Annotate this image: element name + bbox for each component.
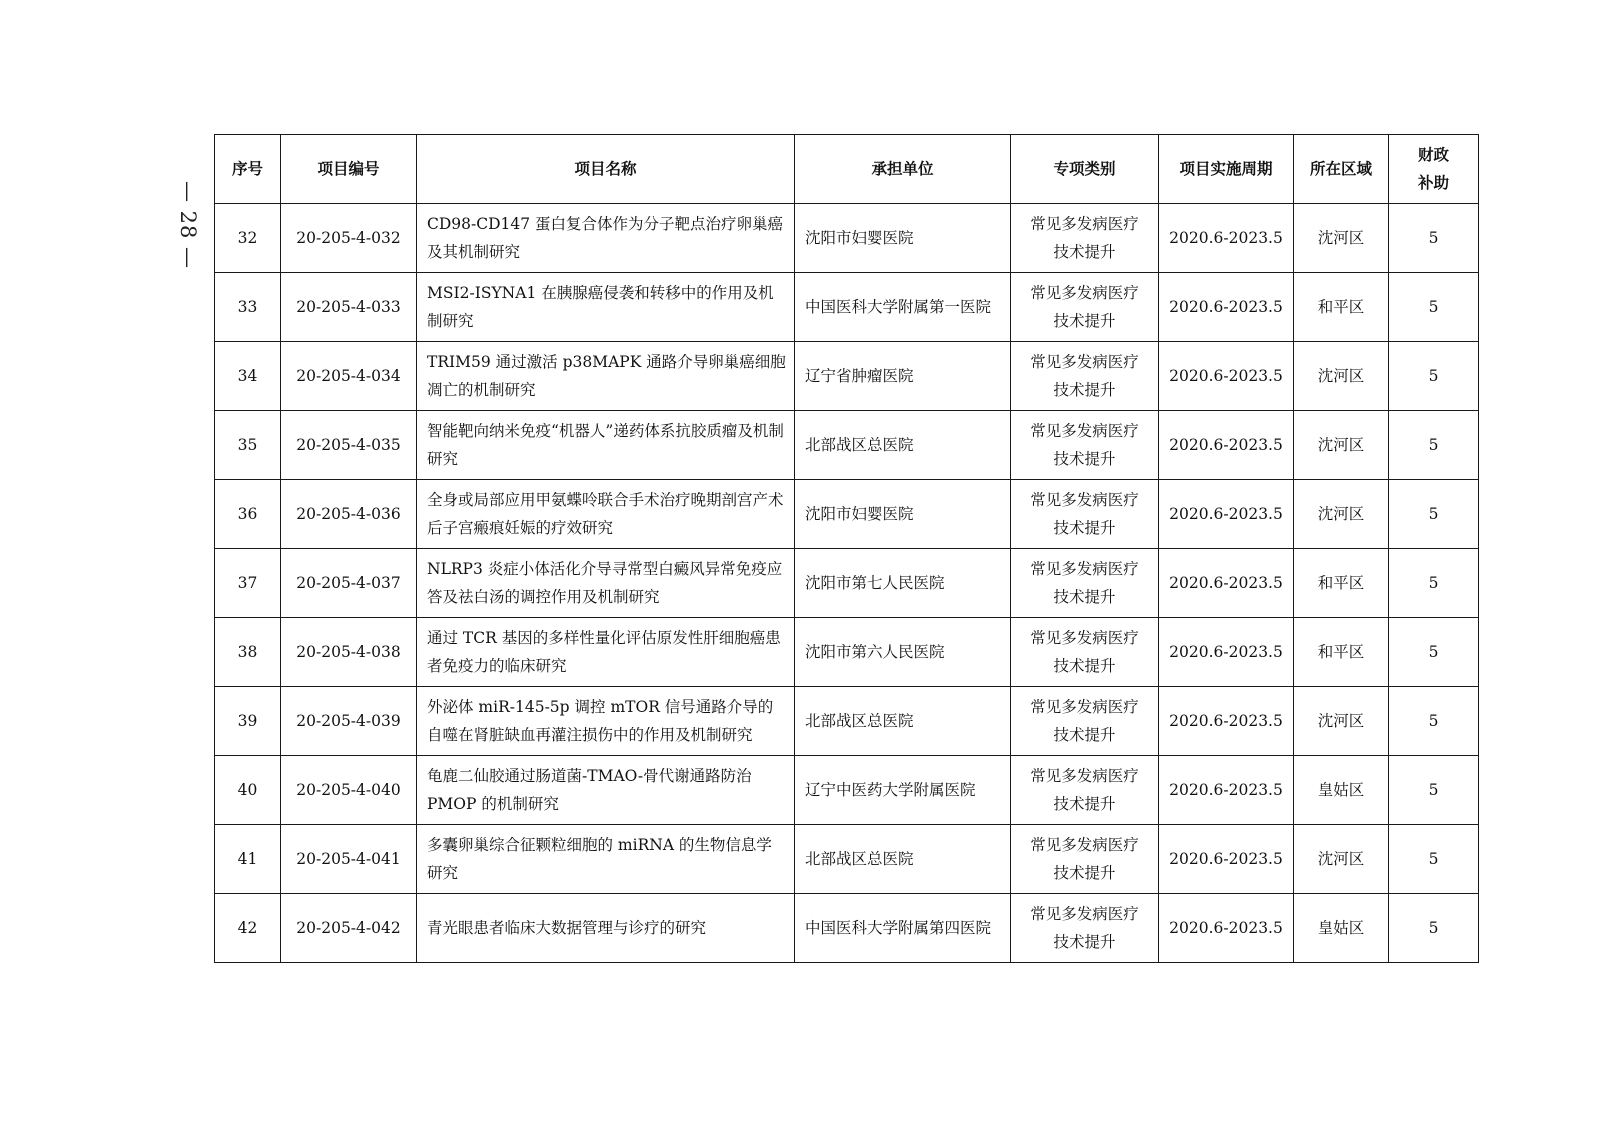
cell-period: 2020.6-2023.5 — [1159, 687, 1294, 756]
table-row — [215, 204, 1479, 273]
cell-period: 2020.6-2023.5 — [1159, 411, 1294, 480]
cell-category-line2: 技术提升 — [1053, 588, 1116, 606]
cell-category-line1: 常见多发病医疗 — [1030, 560, 1139, 578]
cell-name: 多囊卵巢综合征颗粒细胞的 miRNA 的生物信息学研究 — [417, 825, 795, 894]
cell-subsidy: 5 — [1389, 549, 1479, 618]
table-body — [215, 204, 1479, 963]
header-category: 专项类别 — [1011, 135, 1159, 204]
cell-name: CD98-CD147 蛋白复合体作为分子靶点治疗卵巢癌及其机制研究 — [417, 204, 795, 273]
cell-category — [1011, 342, 1159, 411]
cell-seq: 33 — [215, 273, 281, 342]
cell-subsidy: 5 — [1389, 204, 1479, 273]
cell-category — [1011, 480, 1159, 549]
cell-unit: 沈阳市第七人民医院 — [795, 549, 1011, 618]
cell-subsidy: 5 — [1389, 687, 1479, 756]
project-table — [214, 134, 1479, 963]
cell-unit: 北部战区总医院 — [795, 411, 1011, 480]
cell-district: 沈河区 — [1294, 411, 1389, 480]
cell-category-line2: 技术提升 — [1053, 657, 1116, 675]
cell-code: 20-205-4-035 — [281, 411, 417, 480]
cell-seq: 39 — [215, 687, 281, 756]
table-row — [215, 618, 1479, 687]
cell-category-line1: 常见多发病医疗 — [1030, 836, 1139, 854]
cell-period: 2020.6-2023.5 — [1159, 273, 1294, 342]
cell-code: 20-205-4-041 — [281, 825, 417, 894]
header-name: 项目名称 — [417, 135, 795, 204]
table-row — [215, 756, 1479, 825]
cell-code: 20-205-4-033 — [281, 273, 417, 342]
cell-category-line2: 技术提升 — [1053, 864, 1116, 882]
table-row — [215, 549, 1479, 618]
cell-name: 青光眼患者临床大数据管理与诊疗的研究 — [417, 894, 795, 963]
cell-category-line2: 技术提升 — [1053, 519, 1116, 537]
cell-district: 和平区 — [1294, 549, 1389, 618]
cell-subsidy: 5 — [1389, 618, 1479, 687]
cell-district: 沈河区 — [1294, 480, 1389, 549]
table-header — [215, 135, 1479, 204]
page-number — [176, 170, 200, 280]
cell-code: 20-205-4-042 — [281, 894, 417, 963]
cell-subsidy: 5 — [1389, 894, 1479, 963]
cell-unit: 沈阳市第六人民医院 — [795, 618, 1011, 687]
cell-unit: 北部战区总医院 — [795, 825, 1011, 894]
cell-seq: 42 — [215, 894, 281, 963]
cell-district: 沈河区 — [1294, 342, 1389, 411]
cell-category-line1: 常见多发病医疗 — [1030, 215, 1139, 233]
cell-district: 皇姑区 — [1294, 756, 1389, 825]
cell-district: 沈河区 — [1294, 825, 1389, 894]
cell-period: 2020.6-2023.5 — [1159, 204, 1294, 273]
table-row — [215, 411, 1479, 480]
cell-name: NLRP3 炎症小体活化介导寻常型白癜风异常免疫应答及祛白汤的调控作用及机制研究 — [417, 549, 795, 618]
cell-district: 沈河区 — [1294, 687, 1389, 756]
cell-period: 2020.6-2023.5 — [1159, 549, 1294, 618]
cell-seq: 32 — [215, 204, 281, 273]
table-row — [215, 894, 1479, 963]
page-number-text: — 28 — — [176, 180, 201, 270]
header-row — [215, 135, 1479, 204]
cell-code: 20-205-4-037 — [281, 549, 417, 618]
cell-subsidy: 5 — [1389, 411, 1479, 480]
cell-name: TRIM59 通过激活 p38MAPK 通路介导卵巢癌细胞凋亡的机制研究 — [417, 342, 795, 411]
cell-category — [1011, 411, 1159, 480]
cell-period: 2020.6-2023.5 — [1159, 825, 1294, 894]
cell-category-line1: 常见多发病医疗 — [1030, 629, 1139, 647]
cell-category — [1011, 618, 1159, 687]
cell-name: 全身或局部应用甲氨蝶呤联合手术治疗晚期剖宫产术后子宫瘢痕妊娠的疗效研究 — [417, 480, 795, 549]
cell-seq: 41 — [215, 825, 281, 894]
cell-seq: 36 — [215, 480, 281, 549]
cell-category-line2: 技术提升 — [1053, 726, 1116, 744]
table-row — [215, 687, 1479, 756]
cell-code: 20-205-4-040 — [281, 756, 417, 825]
cell-district: 和平区 — [1294, 618, 1389, 687]
cell-unit: 辽宁省肿瘤医院 — [795, 342, 1011, 411]
cell-seq: 37 — [215, 549, 281, 618]
cell-period: 2020.6-2023.5 — [1159, 618, 1294, 687]
cell-category-line1: 常见多发病医疗 — [1030, 491, 1139, 509]
cell-unit: 辽宁中医药大学附属医院 — [795, 756, 1011, 825]
cell-category-line1: 常见多发病医疗 — [1030, 767, 1139, 785]
cell-code: 20-205-4-039 — [281, 687, 417, 756]
cell-category — [1011, 894, 1159, 963]
header-unit: 承担单位 — [795, 135, 1011, 204]
cell-category — [1011, 825, 1159, 894]
header-code: 项目编号 — [281, 135, 417, 204]
table-row — [215, 480, 1479, 549]
cell-seq: 40 — [215, 756, 281, 825]
header-period: 项目实施周期 — [1159, 135, 1294, 204]
cell-category-line1: 常见多发病医疗 — [1030, 353, 1139, 371]
cell-category-line2: 技术提升 — [1053, 381, 1116, 399]
header-subsidy-line2: 补助 — [1417, 174, 1449, 192]
cell-period: 2020.6-2023.5 — [1159, 342, 1294, 411]
cell-subsidy: 5 — [1389, 825, 1479, 894]
cell-subsidy: 5 — [1389, 480, 1479, 549]
cell-category-line1: 常见多发病医疗 — [1030, 284, 1139, 302]
cell-name: 外泌体 miR-145-5p 调控 mTOR 信号通路介导的自噬在肾脏缺血再灌注损伤中的作用及机制研究 — [417, 687, 795, 756]
header-subsidy — [1389, 135, 1479, 204]
cell-unit: 中国医科大学附属第四医院 — [795, 894, 1011, 963]
cell-category — [1011, 687, 1159, 756]
cell-category-line2: 技术提升 — [1053, 312, 1116, 330]
cell-period: 2020.6-2023.5 — [1159, 480, 1294, 549]
cell-unit: 北部战区总医院 — [795, 687, 1011, 756]
cell-category-line2: 技术提升 — [1053, 933, 1116, 951]
cell-subsidy: 5 — [1389, 756, 1479, 825]
cell-unit: 沈阳市妇婴医院 — [795, 204, 1011, 273]
cell-category-line1: 常见多发病医疗 — [1030, 905, 1139, 923]
cell-category-line2: 技术提升 — [1053, 795, 1116, 813]
cell-seq: 35 — [215, 411, 281, 480]
cell-code: 20-205-4-036 — [281, 480, 417, 549]
header-subsidy-line1: 财政 — [1417, 146, 1449, 164]
cell-seq: 38 — [215, 618, 281, 687]
cell-category-line2: 技术提升 — [1053, 243, 1116, 261]
cell-category-line1: 常见多发病医疗 — [1030, 698, 1139, 716]
cell-code: 20-205-4-038 — [281, 618, 417, 687]
cell-category — [1011, 549, 1159, 618]
table-row — [215, 273, 1479, 342]
cell-category — [1011, 273, 1159, 342]
cell-name: MSI2-ISYNA1 在胰腺癌侵袭和转移中的作用及机制研究 — [417, 273, 795, 342]
table-row — [215, 342, 1479, 411]
cell-unit: 沈阳市妇婴医院 — [795, 480, 1011, 549]
cell-district: 沈河区 — [1294, 204, 1389, 273]
header-district: 所在区域 — [1294, 135, 1389, 204]
cell-subsidy: 5 — [1389, 342, 1479, 411]
cell-name: 龟鹿二仙胶通过肠道菌-TMAO-骨代谢通路防治 PMOP 的机制研究 — [417, 756, 795, 825]
cell-name: 通过 TCR 基因的多样性量化评估原发性肝细胞癌患者免疫力的临床研究 — [417, 618, 795, 687]
cell-category-line1: 常见多发病医疗 — [1030, 422, 1139, 440]
cell-category — [1011, 204, 1159, 273]
cell-category-line2: 技术提升 — [1053, 450, 1116, 468]
cell-seq: 34 — [215, 342, 281, 411]
cell-name: 智能靶向纳米免疫“机器人”递药体系抗胶质瘤及机制研究 — [417, 411, 795, 480]
cell-period: 2020.6-2023.5 — [1159, 894, 1294, 963]
header-seq: 序号 — [215, 135, 281, 204]
table-row — [215, 825, 1479, 894]
cell-code: 20-205-4-032 — [281, 204, 417, 273]
cell-district: 和平区 — [1294, 273, 1389, 342]
cell-district: 皇姑区 — [1294, 894, 1389, 963]
cell-period: 2020.6-2023.5 — [1159, 756, 1294, 825]
cell-code: 20-205-4-034 — [281, 342, 417, 411]
cell-category — [1011, 756, 1159, 825]
cell-subsidy: 5 — [1389, 273, 1479, 342]
cell-unit: 中国医科大学附属第一医院 — [795, 273, 1011, 342]
